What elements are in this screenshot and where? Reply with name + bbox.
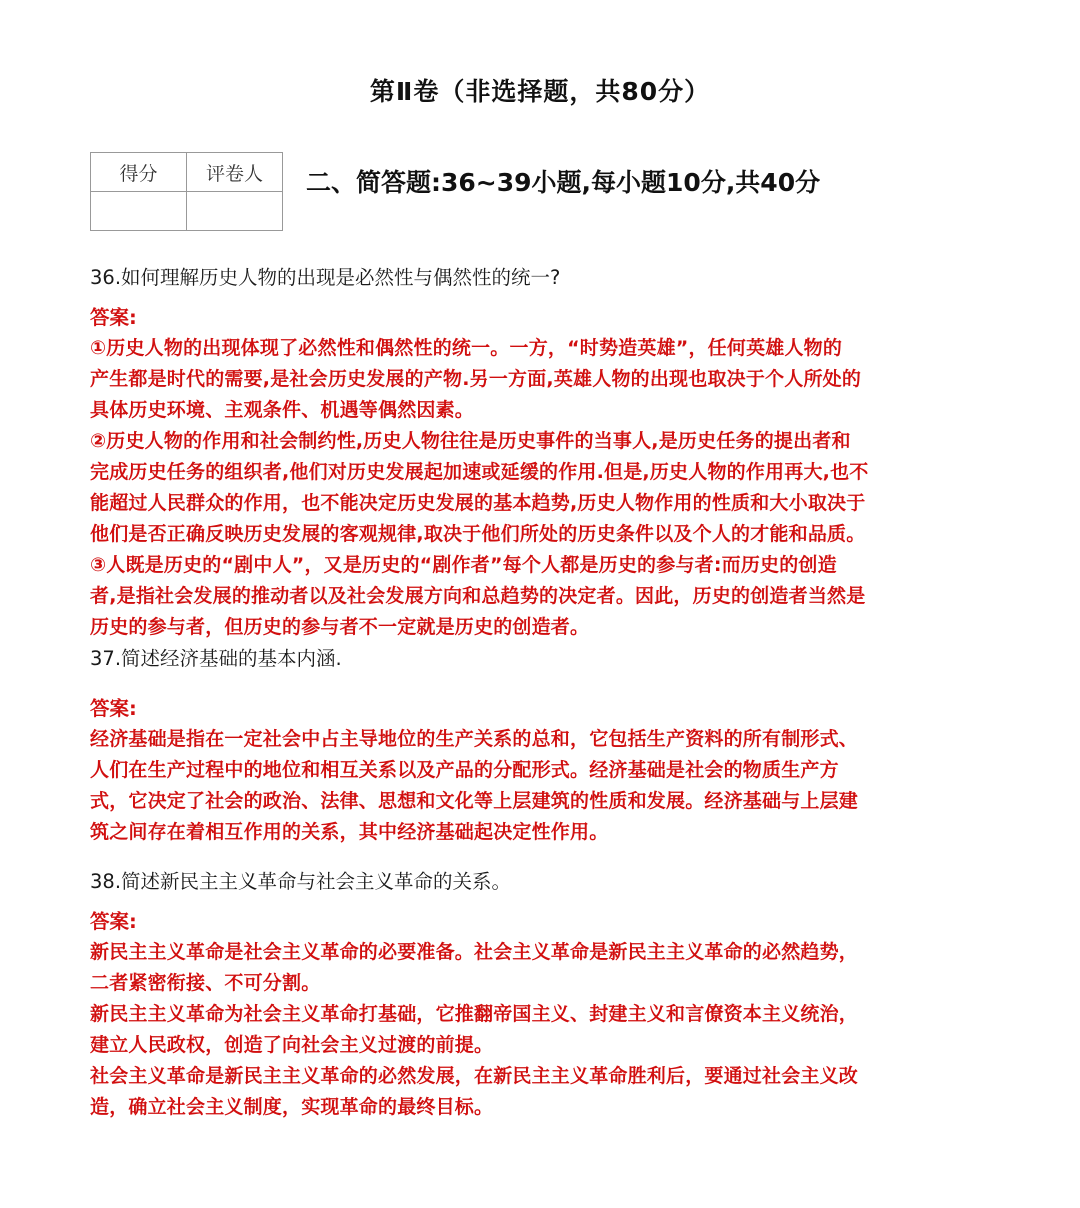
grader-cell[interactable] <box>187 192 283 231</box>
section-heading: 二、简答题:36~39小题,每小题10分,共40分 <box>306 168 821 197</box>
answer-line: 完成历史任务的组织者,他们对历史发展起加速或延缓的作用.但是,历史人物的作用再大,也不 <box>90 461 869 483</box>
answer-line: 造，确立社会主义制度，实现革命的最终目标。 <box>90 1096 494 1118</box>
question-block-37 <box>90 643 995 848</box>
answer-line: 建立人民政权，创造了向社会主义过渡的前提。 <box>90 1034 494 1056</box>
answer-line: 经济基础是指在一定社会中占主导地位的生产关系的总和，它包括生产资料的所有制形式、 <box>90 728 859 750</box>
grader-header: 评卷人 <box>187 153 283 192</box>
score-table <box>90 152 283 231</box>
answer-line: 产生都是时代的需要,是社会历史发展的产物.另一方面,英雄人物的出现也取决于个人所处的 <box>90 368 862 390</box>
question-text: 36.如何理解历史人物的出现是必然性与偶然性的统一? <box>90 266 561 289</box>
answer-line: 历史的参与者，但历史的参与者不一定就是历史的创造者。 <box>90 616 590 638</box>
answer-line: 他们是否正确反映历史发展的客观规律,取决于他们所处的历史条件以及个人的才能和品质。 <box>90 523 866 545</box>
question-block-36 <box>90 262 995 643</box>
answer-line: 新民主主义革命是社会主义革命的必要准备。社会主义革命是新民主主义革命的必然趋势， <box>90 941 859 963</box>
answer-line: 二者紧密衔接、不可分割。 <box>90 972 321 994</box>
score-header: 得分 <box>91 153 187 192</box>
question-text: 37.简述经济基础的基本内涵. <box>90 647 342 670</box>
answer-line: 者,是指社会发展的推动者以及社会发展方向和总趋势的决定者。因此，历史的创造者当然是 <box>90 585 866 607</box>
answer-body <box>90 333 995 643</box>
answer-line: 筑之间存在着相互作用的关系，其中经济基础起决定性作用。 <box>90 821 609 843</box>
answer-line: ③人既是历史的“剧中人”，又是历史的“剧作者”每个人都是历史的参与者:而历史的创造 <box>90 554 837 576</box>
answer-line: 社会主义革命是新民主主义革命的必然发展，在新民主主义革命胜利后，要通过社会主义改 <box>90 1065 859 1087</box>
answer-line: ①历史人物的出现体现了必然性和偶然性的统一。一方，“时势造英雄”，任何英雄人物的 <box>90 337 843 359</box>
answer-line: 能超过人民群众的作用，也不能决定历史发展的基本趋势,历史人物作用的性质和大小取决于 <box>90 492 866 514</box>
answer-body <box>90 724 995 848</box>
score-cell[interactable] <box>91 192 187 231</box>
answer-line: ②历史人物的作用和社会制约性,历史人物往往是历史事件的当事人,是历史任务的提出者和 <box>90 430 851 452</box>
answer-line: 式，它决定了社会的政治、法律、思想和文化等上层建筑的性质和发展。经济基础与上层建 <box>90 790 859 812</box>
answer-line: 具体历史环境、主观条件、机遇等偶然因素。 <box>90 399 475 421</box>
question-list <box>90 262 995 1123</box>
answer-label: 答案: <box>90 910 137 933</box>
answer-line: 新民主主义革命为社会主义革命打基础，它推翻帝国主义、封建主义和言僚资本主义统治， <box>90 1003 859 1025</box>
answer-line: 人们在生产过程中的地位和相互关系以及产品的分配形式。经济基础是社会的物质生产方 <box>90 759 839 781</box>
answer-label: 答案: <box>90 306 137 329</box>
question-text: 38.简述新民主主义革命与社会主义革命的关系。 <box>90 870 512 893</box>
answer-body <box>90 937 995 1123</box>
answer-label: 答案: <box>90 697 137 720</box>
question-block-38 <box>90 866 995 1123</box>
page-title: 第Ⅱ卷（非选择题，共80分） <box>369 77 711 106</box>
